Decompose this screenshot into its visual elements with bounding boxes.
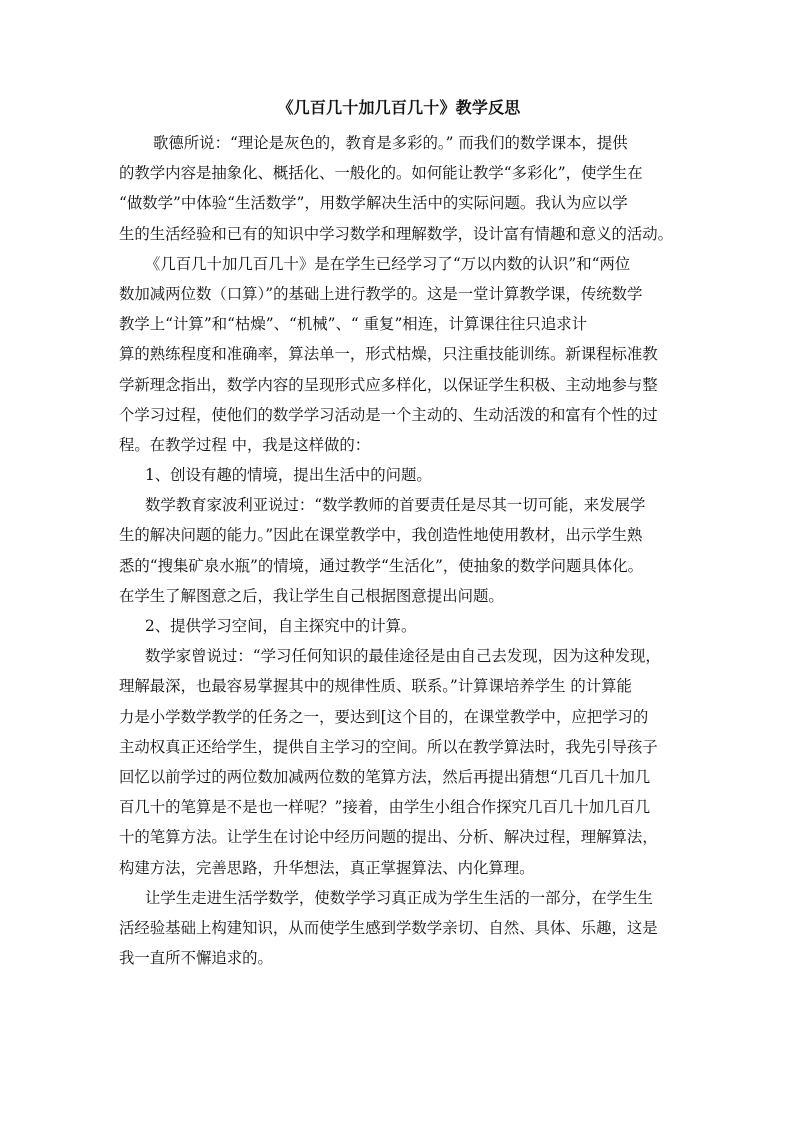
text-line: 回忆以前学过的两位数加减两位数的笔算方法，然后再提出猜想“几百几十加几 bbox=[119, 767, 651, 786]
text-line: 个学习过程，使他们的数学学习活动是一个主动的、生动活泼的和富有个性的过 bbox=[119, 405, 658, 424]
text-line: 数学教育家波利亚说过：“数学教师的首要责任是尽其一切可能，来发展学 bbox=[145, 496, 646, 515]
text-line: 构建方法，完善思路，升华想法，真正掌握算法、内化算理。 bbox=[119, 858, 535, 877]
text-line: 生的生活经验和已有的知识中学习数学和理解数学，设计富有情趣和意义的活动。 bbox=[119, 224, 674, 243]
text-line: 我一直所不懈追求的。 bbox=[119, 949, 273, 968]
document-title: 《几百几十加几百几十》教学反思 bbox=[277, 98, 521, 117]
text-line: 《几百几十加几百几十》是在学生已经学习了“万以内数的认识”和“两位 bbox=[145, 254, 631, 273]
text-line: 2、提供学习空间，自主探究中的计算。 bbox=[145, 617, 417, 635]
text-line: “做数学”中体验“生活数学”，用数学解决生活中的实际问题。我认为应以学 bbox=[119, 194, 628, 213]
text-line: 程。在教学过程 中，我是这样做的： bbox=[119, 435, 371, 454]
text-line: 数加减两位数（口算）”的基础上进行教学的。这是一堂计算教学课，传统数学 bbox=[119, 284, 643, 303]
text-line: 百几十的笔算是不是也一样呢？”接着，由学生小组合作探究几百几十加几百几 bbox=[119, 798, 651, 817]
text-line: 在学生了解图意之后，我让学生自己根据图意提出问题。 bbox=[119, 586, 504, 605]
text-line: 活经验基础上构建知识，从而使学生感到学数学亲切、自然、具体、乐趣，这是 bbox=[119, 918, 658, 937]
text-line: 的教学内容是抽象化、概括化、一般化的。如何能让教学“多彩化”，使学生在 bbox=[119, 164, 643, 183]
text-line: 算的熟练程度和准确率，算法单一，形式枯燥，只注重技能训练。新课程标准教 bbox=[119, 345, 658, 364]
document-body bbox=[119, 96, 679, 973]
text-line: 生的解决问题的能力。”因此在课堂教学中，我创造性地使用教材，出示学生熟 bbox=[119, 526, 643, 545]
text-line: 让学生走进生活学数学，使数学学习真正成为学生生活的一部分，在学生生 bbox=[145, 888, 653, 907]
text-line: 悉的“搜集矿泉水瓶”的情境，通过教学“生活化”，使抽象的数学问题具体化。 bbox=[119, 556, 643, 575]
text-line: 学新理念指出，数学内容的呈现形式应多样化，以保证学生积极、主动地参与整 bbox=[119, 375, 658, 394]
text-line: 歌德所说：“理论是灰色的，教育是多彩的。” 而我们的数学课本，提供 bbox=[153, 134, 628, 152]
document-text bbox=[119, 128, 679, 973]
text-line: 十的笔算方法。让学生在讨论中经历问题的提出、分析、解决过程，理解算法， bbox=[119, 828, 658, 847]
text-line: 数学家曾说过：“学习任何知识的最佳途径是由自己去发现，因为这种发现， bbox=[145, 647, 661, 666]
text-line: 1、创设有趣的情境，提出生活中的问题。 bbox=[145, 466, 432, 485]
text-line: 力是小学数学教学的任务之一，要达到[这个目的，在课堂教学中，应把学习的 bbox=[119, 707, 649, 726]
text-line: 理解最深，也最容易掌握其中的规律性质、联系。”计算课培养学生 的计算能 bbox=[119, 677, 632, 696]
text-line: 主动权真正还给学生，提供自主学习的空间。所以在教学算法时，我先引导孩子 bbox=[119, 737, 658, 756]
text-line: 教学上“计算”和“枯燥”、“机械”、“ 重复”相连，计算课往往只追求计 bbox=[119, 315, 587, 334]
